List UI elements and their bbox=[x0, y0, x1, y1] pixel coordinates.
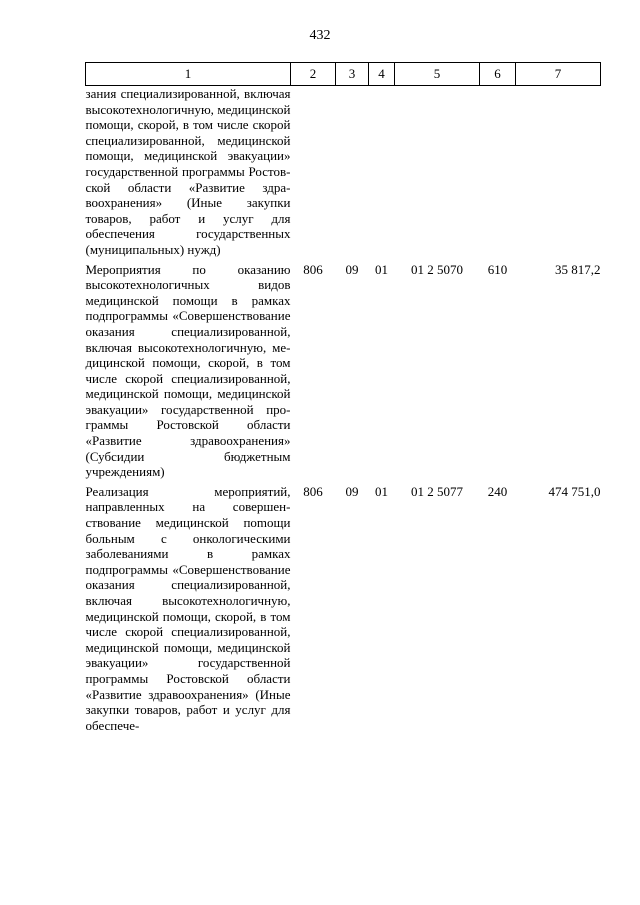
row-amount: 474 751,0 bbox=[548, 483, 601, 499]
table-row bbox=[86, 480, 601, 734]
header-col-5: 5 bbox=[395, 63, 480, 86]
header-col-6: 6 bbox=[480, 63, 516, 86]
budget-table bbox=[85, 62, 601, 733]
row-amount bbox=[516, 86, 601, 258]
row-description: Реализация мероприятий, направленных на совершенствование медицинской поmощи больным с онкологическими заболеваниями в рамках подпрограммы «Совершенствование оказания специализированной, включая высокотехнологичную, медицинской помощи, скорой, в том числе скорой специализированной, медицинской помощи, медицинской эвакуации» государственной программы Ростовской области «Развитие здравоохранения» (Иные закупки товаров, работ и услуг для обеспече- bbox=[85, 483, 291, 733]
header-col-3: 3 bbox=[336, 63, 369, 86]
header-col-2: 2 bbox=[291, 63, 336, 86]
row-section bbox=[336, 86, 369, 258]
header-row bbox=[86, 63, 601, 86]
page-number: 432 bbox=[309, 28, 331, 43]
row-target-article bbox=[395, 86, 480, 258]
row-description: зания специализированной, включая высокотехнологичную, медицинской помощи, скорой, в том числе скорой специализированной, медицинской помощи, медицинской эвакуации» государственной программы Ростовской области «Развитие здравоохранения» (Иные закупки товаров, работ и услуг для обеспечения государственных (муниципальных) нужд) bbox=[85, 86, 291, 257]
row-ministry-code: 806 bbox=[303, 483, 323, 499]
row-subsection: 01 bbox=[375, 483, 388, 499]
row-expense-type: 240 bbox=[487, 483, 508, 499]
table-row bbox=[86, 258, 601, 480]
header-col-1: 1 bbox=[86, 63, 291, 86]
row-ministry-code bbox=[291, 86, 336, 258]
row-amount: 35 817,2 bbox=[555, 261, 601, 277]
header-col-4: 4 bbox=[369, 63, 395, 86]
row-expense-type: 610 bbox=[487, 261, 508, 277]
header-col-7: 7 bbox=[516, 63, 601, 86]
row-section: 09 bbox=[345, 483, 359, 499]
row-ministry-code: 806 bbox=[303, 261, 323, 277]
row-description: Мероприятия по оказанию высокотехнологичных видов медицинской помощи в рамках подпрограммы «Совершенствование оказания специализированной, включая высокотехнологичную, медицинской помощи, скорой, в том числе скорой специализированной, медицинской помощи, медицинской эвакуации» государственной программы Ростовской области «Развитие здравоохранения» (Субсидии бюджетным учреждениям) bbox=[85, 261, 291, 480]
table-row bbox=[86, 86, 601, 258]
row-subsection: 01 bbox=[375, 261, 388, 277]
row-target-article: 01 2 5070 bbox=[411, 261, 463, 277]
row-subsection bbox=[369, 86, 395, 258]
row-target-article: 01 2 5077 bbox=[411, 483, 463, 499]
row-expense-type bbox=[480, 86, 516, 258]
row-section: 09 bbox=[345, 261, 359, 277]
